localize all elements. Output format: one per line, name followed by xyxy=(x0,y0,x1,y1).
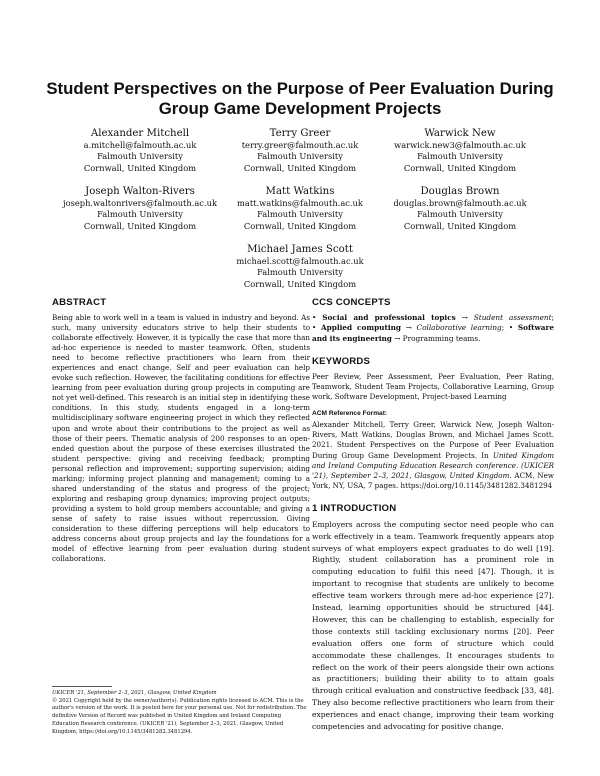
author-name: Douglas Brown xyxy=(420,186,500,197)
author-name: Michael James Scott xyxy=(247,244,353,255)
author-block xyxy=(50,127,230,174)
title-line-1: Student Perspectives on the Purpose of Peer Evaluation During xyxy=(46,79,554,98)
right-column xyxy=(312,297,554,733)
title-line-2: Group Game Development Projects xyxy=(158,99,442,118)
ccs-arrow: → xyxy=(401,323,417,333)
keywords-heading: KEYWORDS xyxy=(312,356,371,368)
ccs-arrow: → xyxy=(455,313,474,322)
ccs-term: Software and its engineering xyxy=(312,323,554,343)
author-block xyxy=(370,127,550,174)
ccs-concepts-list xyxy=(312,313,554,344)
ccs-term: Social and professional topics xyxy=(322,313,456,322)
author-affiliation: Falmouth University xyxy=(97,209,183,220)
author-block xyxy=(210,127,390,174)
acm-reference-heading: ACM Reference Format: xyxy=(312,410,388,418)
author-affiliation: Falmouth University xyxy=(257,267,343,278)
author-name: Alexander Mitchell xyxy=(90,128,190,139)
author-block xyxy=(50,185,230,232)
ccs-concepts-text: • Social and professional topics → Student assessment; • Applied computing → Collaborative learning; • Software and its engineering → Programming teams. xyxy=(312,313,554,343)
ccs-subterm: Programming teams xyxy=(402,333,479,343)
author-location: Cornwall, United Kingdom xyxy=(83,220,197,231)
ccs-separator: . xyxy=(478,333,481,343)
acm-reference-authors: Alexander Mitchell, Terry Greer, Warwick New, Joseph Walton-Rivers, Matt Watkins, Douglas Brown, and Michael James Scott. 2021. Student Perspectives on the Purpose of Peer Evaluation During Group Game Development Projects. In xyxy=(312,420,554,460)
author-location: Cornwall, United Kingdom xyxy=(243,162,357,173)
author-name: Warwick New xyxy=(424,128,496,139)
acm-reference-tail: ACM, New York, NY, USA, 7 pages. https://doi.org/10.1145/3481282.3481294 xyxy=(312,470,555,490)
abstract-text: Being able to work well in a team is valued in industry and beyond. As such, many university educators strive to help their students to collaborate effectively. However, it is typically the case that more than ad-hoc experience is needed to master teamwork. Often, students need to become reflective practitioners who learn from their experiences and enact change. Self and peer evaluation can help evoke such reflection. However, the facilitating conditions for effective learning from peer evaluation during group projects in computing are not yet well-defined. This research is an initial step in identifying these conditions. In this study, students engaged in a long-term multidisciplinary software engineering project in which they reflected upon and wrote about their contributions to the project as well as those of their peers. Thematic analysis of 200 responses to an open-ended question about the purpose of these exercises illustrated the student perspective: giving and receiving feedback; prompting personal reflection and improvement; supporting supervision; aiding marking; informing project planning and management; coming to a shared understanding of the status and progress of the project; exploring and reshaping group dynamics; improving project outputs; providing a system to hold group members accountable; and giving a sense of safety to raise issues without repercussion. Giving consideration to these differing perceptions will help educators to address concerns about group projects and lay the foundations for a model of effective learning from peer evaluation during student collaborations. xyxy=(52,313,310,564)
keywords-text: Peer Review, Peer Assessment, Peer Evaluation, Peer Rating, Teamwork, Student Team Projects, Collaborative Learning, Group work, Software Development, Project-based Learning xyxy=(312,372,554,402)
introduction-heading: 1 INTRODUCTION xyxy=(312,502,397,514)
author-location: Cornwall, United Kingdom xyxy=(243,220,357,231)
abstract-heading: ABSTRACT xyxy=(52,297,107,308)
author-location: Cornwall, United Kingdom xyxy=(403,220,517,231)
author-name: Terry Greer xyxy=(269,128,331,139)
ccs-subterm: Student assessment xyxy=(473,313,552,322)
author-email: warwick.new3@falmouth.ac.uk xyxy=(394,140,526,150)
acm-reference-text xyxy=(312,420,554,490)
author-email: a.mitchell@falmouth.ac.uk xyxy=(83,140,197,150)
author-location: Cornwall, United Kingdom xyxy=(243,278,357,289)
ccs-term: Applied computing xyxy=(320,323,402,333)
author-block xyxy=(210,243,390,290)
author-location: Cornwall, United Kingdom xyxy=(83,162,197,173)
ccs-heading: CCS CONCEPTS xyxy=(312,297,391,308)
author-email: michael.scott@falmouth.ac.uk xyxy=(236,256,364,266)
copyright-footnote xyxy=(52,690,308,736)
ccs-separator: ; xyxy=(501,323,505,333)
author-name: Matt Watkins xyxy=(265,186,335,197)
ccs-subterm: Collaborative learning xyxy=(416,323,502,333)
author-block xyxy=(370,185,550,232)
author-location: Cornwall, United Kingdom xyxy=(403,162,517,173)
author-affiliation: Falmouth University xyxy=(417,209,503,220)
left-column xyxy=(52,297,310,564)
author-email: joseph.waltonrivers@falmouth.ac.uk xyxy=(63,198,217,208)
author-affiliation: Falmouth University xyxy=(257,151,343,162)
footnote-copyright: © 2021 Copyright held by the owner/author(s). Publication rights licensed to ACM. This is the author's version of the work. It is posted here for your personal use. Not for redistribution. The definitive Version of Record was published in United Kingdom and Ireland Computing Education Research conference. (UKICER '21), September 2–3, 2021, Glasgow, United Kingdom, https://doi.org/10.1145/3481282.3481294. xyxy=(52,697,307,735)
author-affiliation: Falmouth University xyxy=(257,209,343,220)
ccs-separator: ; xyxy=(551,313,554,322)
author-affiliation: Falmouth University xyxy=(417,151,503,162)
author-email: terry.greer@falmouth.ac.uk xyxy=(241,140,359,150)
author-email: matt.watkins@falmouth.ac.uk xyxy=(237,198,363,208)
author-affiliation: Falmouth University xyxy=(97,151,183,162)
paper-title xyxy=(30,79,570,119)
author-email: douglas.brown@falmouth.ac.uk xyxy=(393,198,527,208)
introduction-text: Employers across the computing sector need people who can work effectively in a team. Teamwork frequently appears atop surveys of what employers expect graduates to do well [19]. Rightly, student collaboration has a prominent role in computing education to fulfil this need [47]. Though, it is important to recognise that students are unlikely to become effective team workers through mere ad-hoc experience [27]. Instead, learning opportunities should be structured [44]. However, this can be challenging to establish, especially for those contexts still tackling exclusionary norms [20]. Peer evaluation offers one form of structure which could accommodate these challenges. It encourages students to reflect on the work of their peers alongside their own actions as practitioners; building their ability to to attain goals through critical evaluation and constructive feedback [33, 48]. They also become reflective practitioners who learn from their experiences and enact change, improving their team working competencies and advocating for positive change. xyxy=(312,519,554,732)
author-name: Joseph Walton-Rivers xyxy=(85,186,195,197)
footnote-conference: UKICER '21, September 2–3, 2021, Glasgow, United Kingdom xyxy=(52,690,217,696)
footnote-divider xyxy=(52,686,112,687)
ccs-arrow: → xyxy=(391,333,403,343)
acm-reference-venue: United Kingdom and Ireland Computing Education Research conference. (UKICER '21), September 2–3, 2021, Glasgow, United Kingdom. xyxy=(312,450,554,480)
author-block xyxy=(210,185,390,232)
